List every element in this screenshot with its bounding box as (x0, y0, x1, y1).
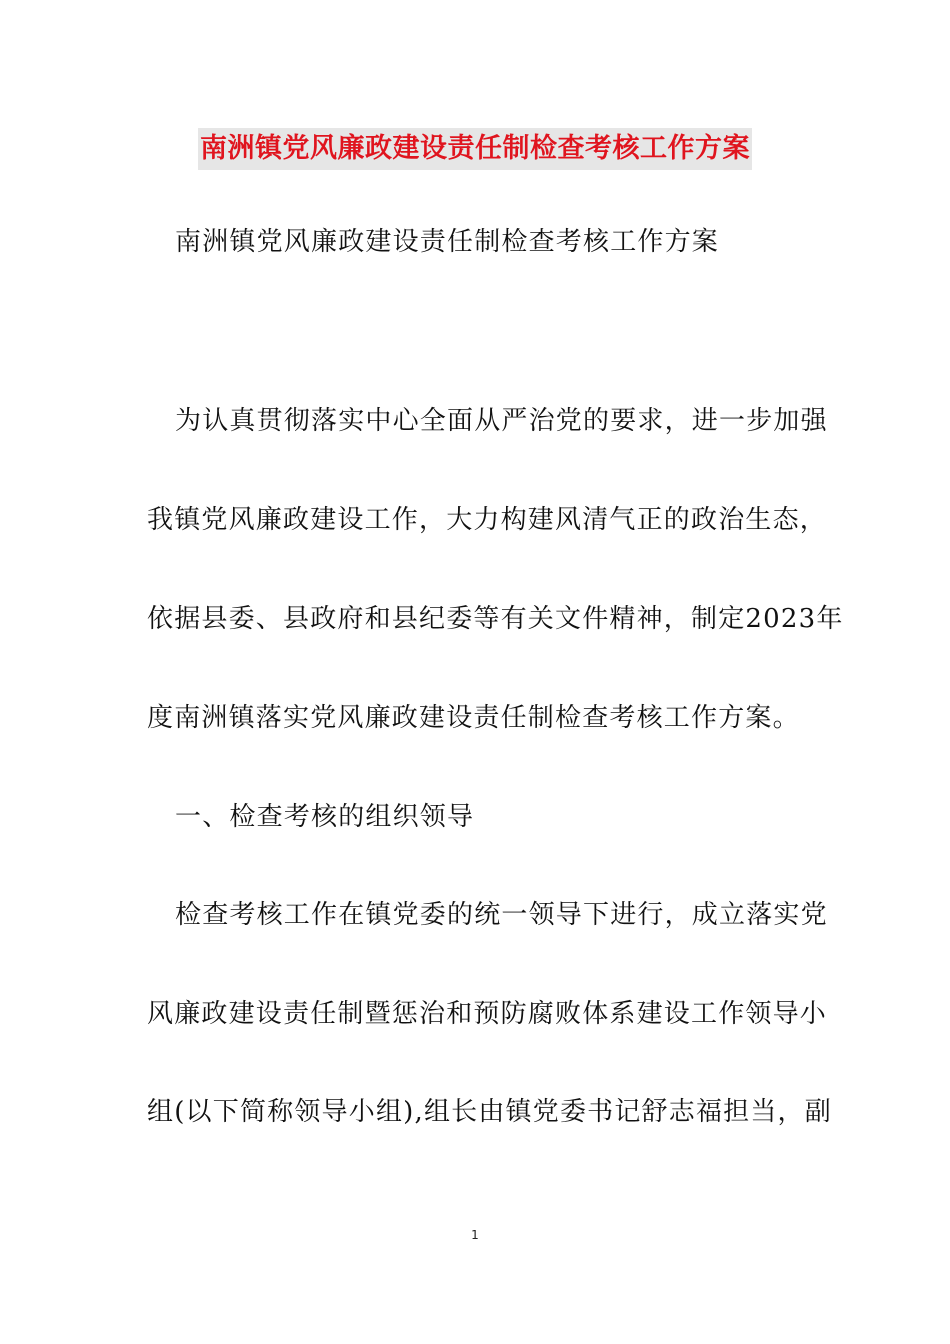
page-number: 1 (471, 1228, 479, 1242)
paragraph2-line2: 风廉政建设责任制暨惩治和预防腐败体系建设工作领导小 (147, 999, 828, 1029)
page-title: 南洲镇党风廉政建设责任制检查考核工作方案 (198, 128, 752, 170)
paragraph2-line3: 组(以下简称领导小组),组长由镇党委书记舒志福担当，副 (147, 1097, 832, 1127)
section1-heading: 一、检查考核的组织领导 (175, 802, 475, 832)
document-subtitle: 南洲镇党风廉政建设责任制检查考核工作方案 (175, 227, 720, 257)
page-title-wrap (0, 128, 950, 170)
paragraph1-line3: 依据县委、县政府和县纪委等有关文件精神，制定2023年 (147, 604, 844, 634)
paragraph2-line1: 检查考核工作在镇党委的统一领导下进行，成立落实党 (175, 900, 828, 930)
paragraph1-line1: 为认真贯彻落实中心全面从严治党的要求，进一步加强 (175, 406, 828, 436)
paragraph1-line4: 度南洲镇落实党风廉政建设责任制检查考核工作方案。 (147, 703, 800, 733)
paragraph1-line2: 我镇党风廉政建设工作，大力构建风清气正的政治生态， (147, 505, 828, 535)
